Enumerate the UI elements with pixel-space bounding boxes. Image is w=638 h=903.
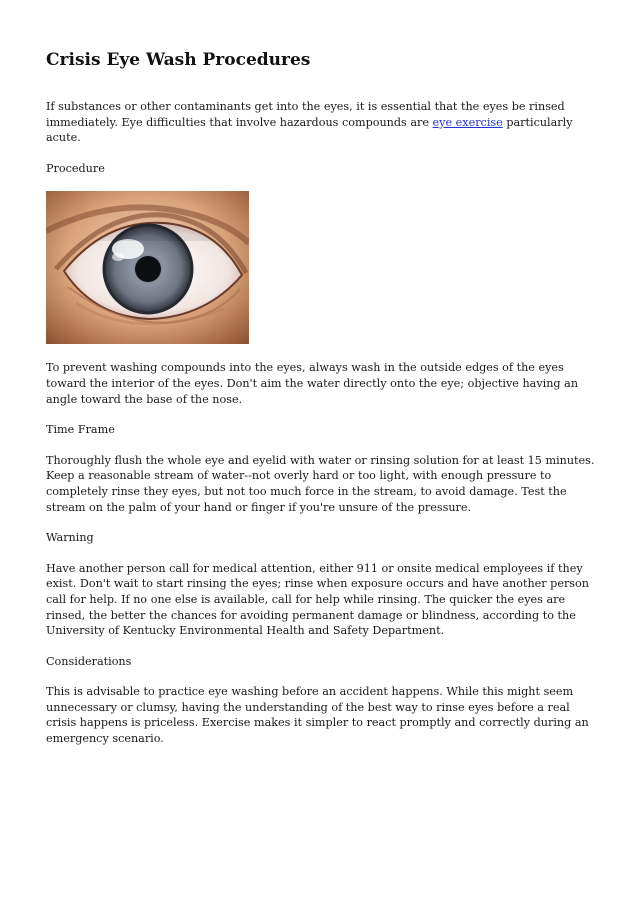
intro-text-after: particularly acute.	[46, 115, 573, 145]
warning-body: Have another person call for medical attention, either 911 or onsite medical employees if they exist. Don't wait to start rinsing the eyes; rinse when exposure occurs and have another person call for help. If no one else is available, call for help while rinsing. The quicker the eyes are rinsed, the better the chances for avoiding permanent damage or blindness, according to the University of Kentucky Environmental Health and Safety Department.	[46, 561, 589, 638]
section-heading-time-frame: Time Frame	[46, 423, 115, 437]
intro-paragraph	[46, 99, 596, 146]
time-frame-body: Thoroughly flush the whole eye and eyelid with water or rinsing solution for at least 15 minutes. Keep a reasonable stream of water--not overly hard or too light, with enough pressure to completely rinse they eyes, but not too much force in the stream, to avoid damage. Test the stream on the palm of your hand or finger if you're unsure of the pressure.	[46, 453, 595, 514]
section-heading-procedure: Procedure	[46, 161, 105, 175]
considerations-body: This is advisable to practice eye washing before an accident happens. While this might seem unnecessary or clumsy, having the understanding of the best way to rinse eyes before a real crisis happens is priceless. Exercise makes it simpler to react promptly and correctly during an emergency scenario.	[46, 685, 589, 746]
intro-text-before: If substances or other contaminants get into the eyes, it is essential that the eyes be rinsed immediately. Eye difficulties that involve hazardous compounds are	[46, 100, 565, 129]
page-title: Crisis Eye Wash Procedures	[46, 50, 311, 70]
section-heading-considerations: Considerations	[46, 654, 132, 668]
procedure-body: To prevent washing compounds into the eyes, always wash in the outside edges of the eyes toward the interior of the eyes. Don't aim the water directly onto the eye; objective having an angle toward the base of the nose.	[46, 361, 579, 406]
document-page	[46, 48, 596, 762]
eye-illustration	[46, 191, 249, 344]
eye-image	[46, 191, 249, 344]
eye-exercise-link[interactable]: eye exercise	[432, 115, 503, 129]
section-heading-warning: Warning	[46, 531, 94, 545]
